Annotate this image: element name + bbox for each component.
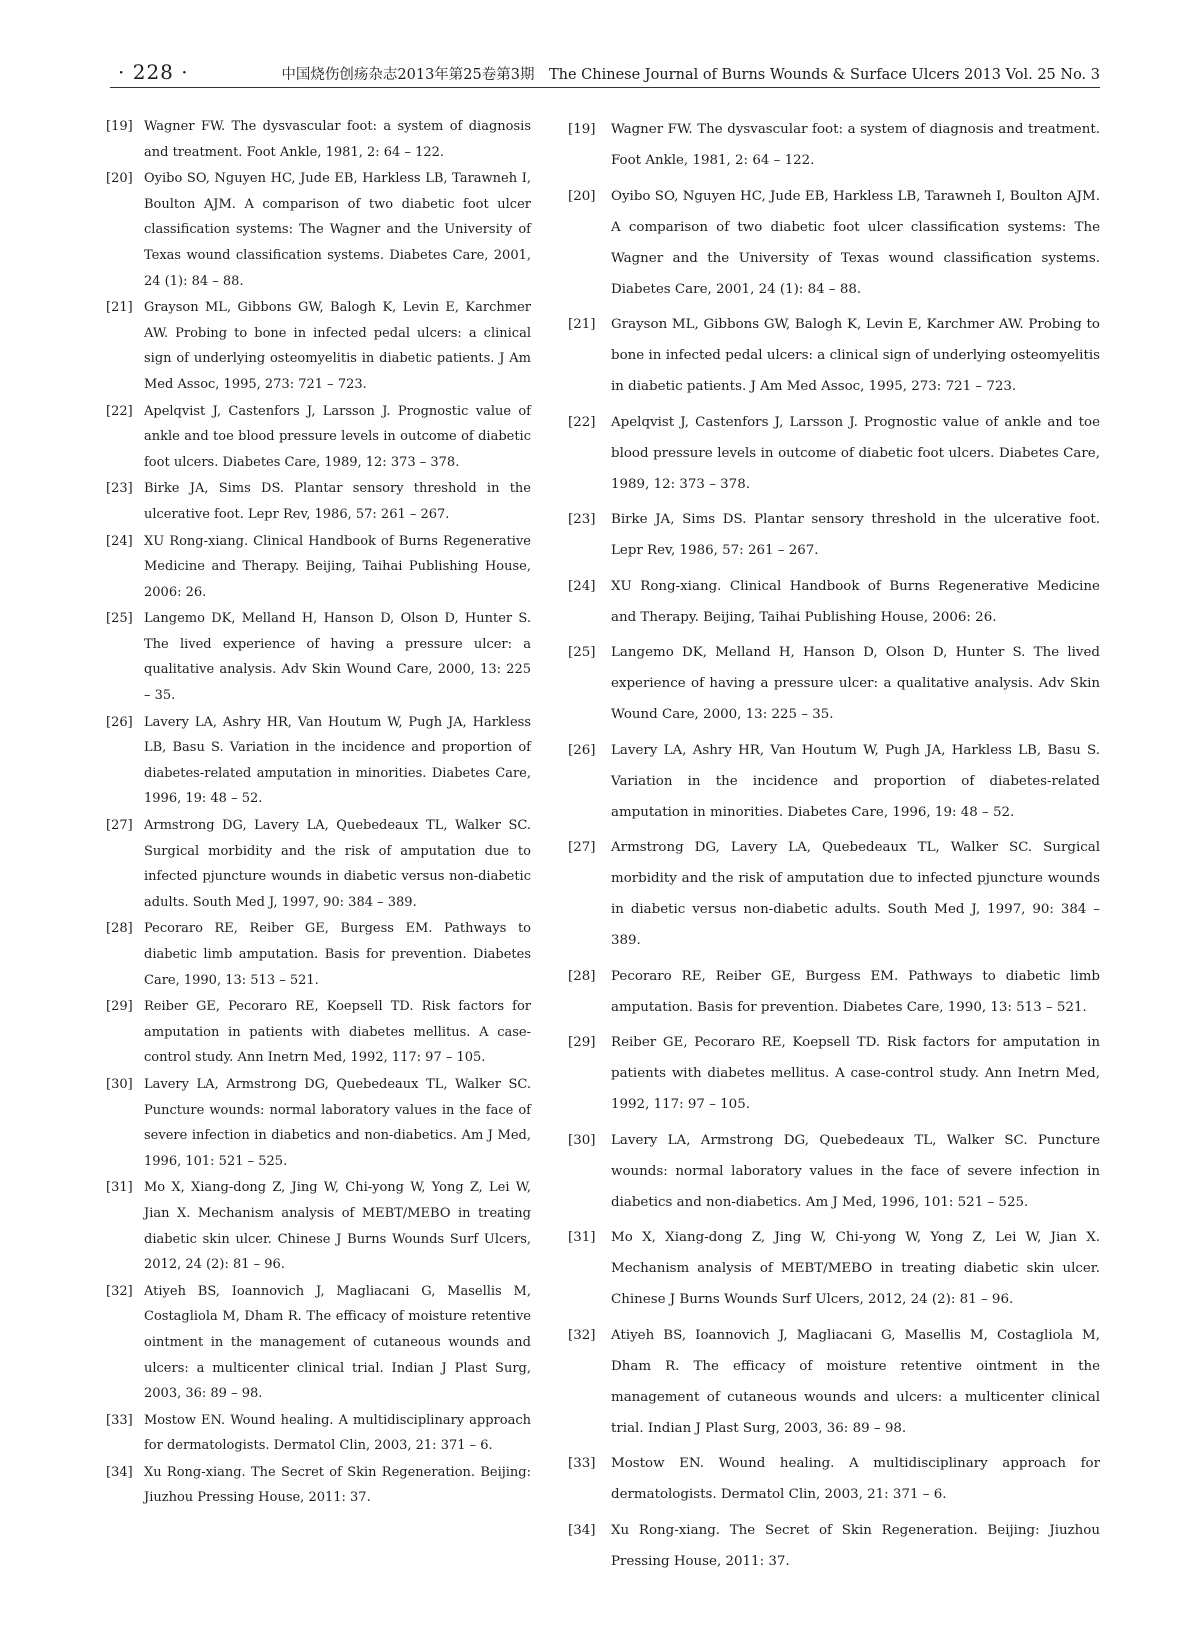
reference-text: Lavery LA, Ashry HR, Van Houtum W, Pugh JA, Harkless LB, Basu S. Variation in the incidence and proportion of diabetes-related amputation in minorities. Diabetes Care, 1996, 19: 48 – 52.	[144, 714, 531, 807]
references-left-column	[106, 114, 531, 1512]
reference-number: [26]	[106, 714, 133, 730]
reference-item	[106, 1408, 531, 1459]
reference-text: Reiber GE, Pecoraro RE, Koepsell TD. Risk factors for amputation in patients with diabetes mellitus. A case-control study. Ann Inetrn Med, 1992, 117: 97 – 105.	[611, 1035, 1100, 1112]
reference-number: [24]	[106, 533, 133, 549]
reference-text: Birke JA, Sims DS. Plantar sensory threshold in the ulcerative foot. Lepr Rev, 1986, 57: 261 – 267.	[144, 481, 531, 522]
reference-text: Langemo DK, Melland H, Hanson D, Olson D, Hunter S. The lived experience of having a pressure ulcer: a qualitative analysis. Adv Skin Wound Care, 2000, 13: 225 – 35.	[144, 611, 531, 704]
reference-number: [33]	[106, 1412, 133, 1428]
reference-item	[106, 295, 531, 397]
reference-text: Oyibo SO, Nguyen HC, Jude EB, Harkless LB, Tarawneh I, Boulton AJM. A comparison of two diabetic foot ulcer classification systems: The Wagner and the University of Texas wound classification systems. Diabetes Care, 2001, 24 (1): 84 – 88.	[144, 171, 531, 289]
reference-text: Birke JA, Sims DS. Plantar sensory threshold in the ulcerative foot. Lepr Rev, 1986, 57: 261 – 267.	[611, 512, 1100, 558]
reference-item	[568, 1515, 1100, 1577]
reference-item	[568, 832, 1100, 956]
journal-running-title: 中国烧伤创疡杂志2013年第25卷第3期 The Chinese Journal of Burns Wounds & Surface Ulcers 2013 Vol. 25 No. 3	[281, 67, 1100, 83]
reference-item	[568, 1027, 1100, 1120]
reference-text: Apelqvist J, Castenfors J, Larsson J. Prognostic value of ankle and toe blood pressure levels in outcome of diabetic foot ulcers. Diabetes Care, 1989, 12: 373 – 378.	[144, 403, 531, 470]
reference-item	[568, 961, 1100, 1023]
reference-number: [32]	[106, 1283, 133, 1299]
reference-item	[568, 309, 1100, 402]
reference-number: [19]	[568, 122, 596, 137]
reference-number: [22]	[568, 414, 596, 430]
reference-text: Mostow EN. Wound healing. A multidisciplinary approach for dermatologists. Dermatol Clin, 2003, 21: 371 – 6.	[611, 1456, 1100, 1502]
reference-text: Apelqvist J, Castenfors J, Larsson J. Prognostic value of ankle and toe blood pressure levels in outcome of diabetic foot ulcers. Diabetes Care, 1989, 12: 373 – 378.	[611, 414, 1100, 492]
reference-number: [25]	[106, 611, 133, 627]
reference-text: Mostow EN. Wound healing. A multidisciplinary approach for dermatologists. Dermatol Clin, 2003, 21: 371 – 6.	[144, 1412, 531, 1454]
reference-item	[106, 1460, 531, 1511]
reference-number: [31]	[568, 1230, 596, 1245]
reference-text: Langemo DK, Melland H, Hanson D, Olson D, Hunter S. The lived experience of having a pressure ulcer: a qualitative analysis. Adv Skin Wound Care, 2000, 13: 225 – 35.	[611, 645, 1100, 722]
reference-item	[568, 504, 1100, 566]
reference-item	[106, 813, 531, 915]
reference-item	[568, 114, 1100, 176]
reference-item	[106, 606, 531, 708]
reference-number: [30]	[568, 1132, 596, 1148]
reference-number: [29]	[106, 999, 133, 1015]
reference-number: [20]	[106, 171, 133, 187]
reference-number: [30]	[106, 1076, 133, 1092]
reference-number: [29]	[568, 1035, 596, 1050]
reference-number: [27]	[106, 818, 133, 834]
reference-text: Lavery LA, Armstrong DG, Quebedeaux TL, Walker SC. Puncture wounds: normal laboratory values in the face of severe infection in diabetics and non-diabetics. Am J Med, 1996, 101: 521 – 525.	[611, 1132, 1100, 1210]
reference-item	[106, 476, 531, 527]
reference-text: Reiber GE, Pecoraro RE, Koepsell TD. Risk factors for amputation in patients with diabetes mellitus. A case-control study. Ann Inetrn Med, 1992, 117: 97 – 105.	[144, 999, 531, 1066]
reference-text: Wagner FW. The dysvascular foot: a system of diagnosis and treatment. Foot Ankle, 1981, 2: 64 – 122.	[611, 122, 1100, 168]
reference-number: [24]	[568, 578, 596, 594]
reference-item	[568, 1222, 1100, 1315]
reference-text: Wagner FW. The dysvascular foot: a system of diagnosis and treatment. Foot Ankle, 1981, 2: 64 – 122.	[144, 119, 531, 160]
reference-text: XU Rong-xiang. Clinical Handbook of Burns Regenerative Medicine and Therapy. Beijing, Taihai Publishing House, 2006: 26.	[611, 578, 1100, 625]
reference-number: [28]	[106, 921, 133, 937]
reference-number: [31]	[106, 1180, 133, 1196]
reference-text: Grayson ML, Gibbons GW, Balogh K, Levin E, Karchmer AW. Probing to bone in infected pedal ulcers: a clinical sign of underlying osteomyelitis in diabetic patients. J Am Med Assoc, 1995, 273: 721 – 723.	[144, 300, 531, 392]
reference-item	[568, 407, 1100, 500]
reference-item	[106, 1279, 531, 1407]
reference-number: [23]	[106, 481, 133, 497]
reference-number: [33]	[568, 1456, 596, 1471]
reference-item	[106, 166, 531, 294]
reference-text: Lavery LA, Armstrong DG, Quebedeaux TL, Walker SC. Puncture wounds: normal laboratory values in the face of severe infection in diabetics and non-diabetics. Am J Med, 1996, 101: 521 – 525.	[144, 1076, 531, 1169]
reference-text: Armstrong DG, Lavery LA, Quebedeaux TL, Walker SC. Surgical morbidity and the risk of amputation due to infected pjuncture wounds in diabetic versus non-diabetic adults. South Med J, 1997, 90: 384 – 389.	[611, 840, 1100, 948]
reference-number: [23]	[568, 512, 596, 527]
reference-number: [28]	[568, 968, 596, 984]
reference-number: [32]	[568, 1327, 596, 1343]
reference-text: Mo X, Xiang-dong Z, Jing W, Chi-yong W, Yong Z, Lei W, Jian X. Mechanism analysis of MEBT/MEBO in treating diabetic skin ulcer. Chinese J Burns Wounds Surf Ulcers, 2012, 24 (2): 81 – 96.	[144, 1180, 531, 1273]
header-rule	[110, 87, 1100, 88]
reference-number: [22]	[106, 403, 133, 419]
reference-number: [26]	[568, 742, 596, 758]
reference-text: Grayson ML, Gibbons GW, Balogh K, Levin E, Karchmer AW. Probing to bone in infected pedal ulcers: a clinical sign of underlying osteomyelitis in diabetic patients. J Am Med Assoc, 1995, 273: 721 – 723.	[611, 317, 1100, 394]
reference-item	[106, 399, 531, 476]
reference-text: Mo X, Xiang-dong Z, Jing W, Chi-yong W, Yong Z, Lei W, Jian X. Mechanism analysis of MEBT/MEBO in treating diabetic skin ulcer. Chinese J Burns Wounds Surf Ulcers, 2012, 24 (2): 81 – 96.	[611, 1230, 1100, 1307]
reference-item	[106, 1175, 531, 1277]
reference-item	[568, 571, 1100, 633]
reference-text: Atiyeh BS, Ioannovich J, Magliacani G, Masellis M, Costagliola M, Dham R. The efficacy of moisture retentive ointment in the management of cutaneous wounds and ulcers: a multicenter clinical trial. Indian J Plast Surg, 2003, 36: 89 – 98.	[144, 1283, 531, 1402]
reference-text: Oyibo SO, Nguyen HC, Jude EB, Harkless LB, Tarawneh I, Boulton AJM. A comparison of two diabetic foot ulcer classification systems: The Wagner and the University of Texas wound classification systems. Diabetes Care, 2001, 24 (1): 84 – 88.	[611, 188, 1100, 297]
reference-number: [34]	[106, 1464, 133, 1480]
reference-item	[106, 114, 531, 165]
page-header	[110, 60, 1100, 96]
reference-item	[106, 529, 531, 606]
reference-item	[106, 994, 531, 1071]
reference-number: [27]	[568, 840, 596, 855]
reference-text: Pecoraro RE, Reiber GE, Burgess EM. Pathways to diabetic limb amputation. Basis for prevention. Diabetes Care, 1990, 13: 513 – 521.	[611, 968, 1100, 1015]
reference-text: Atiyeh BS, Ioannovich J, Magliacani G, Masellis M, Costagliola M, Dham R. The efficacy of moisture retentive ointment in the management of cutaneous wounds and ulcers: a multicenter clinical trial. Indian J Plast Surg, 2003, 36: 89 – 98.	[611, 1327, 1100, 1436]
reference-item	[568, 181, 1100, 305]
reference-number: [19]	[106, 119, 133, 134]
reference-number: [21]	[106, 300, 133, 316]
reference-text: Xu Rong-xiang. The Secret of Skin Regeneration. Beijing: Jiuzhou Pressing House, 2011: 37.	[144, 1464, 531, 1506]
reference-text: Xu Rong-xiang. The Secret of Skin Regeneration. Beijing: Jiuzhou Pressing House, 2011: 37.	[611, 1522, 1100, 1569]
reference-text: Lavery LA, Ashry HR, Van Houtum W, Pugh JA, Harkless LB, Basu S. Variation in the incidence and proportion of diabetes-related amputation in minorities. Diabetes Care, 1996, 19: 48 – 52.	[611, 742, 1100, 820]
reference-number: [20]	[568, 188, 596, 204]
reference-item	[106, 710, 531, 812]
reference-item	[568, 1125, 1100, 1218]
reference-item	[106, 916, 531, 993]
reference-text: XU Rong-xiang. Clinical Handbook of Burns Regenerative Medicine and Therapy. Beijing, Taihai Publishing House, 2006: 26.	[144, 533, 531, 600]
reference-item	[568, 1320, 1100, 1444]
reference-number: [25]	[568, 645, 596, 660]
reference-item	[568, 1448, 1100, 1510]
reference-item	[568, 735, 1100, 828]
page-number: · 228 ·	[118, 60, 189, 84]
reference-item	[106, 1072, 531, 1174]
reference-number: [21]	[568, 317, 596, 332]
reference-number: [34]	[568, 1522, 596, 1538]
reference-text: Armstrong DG, Lavery LA, Quebedeaux TL, Walker SC. Surgical morbidity and the risk of amputation due to infected pjuncture wounds in diabetic versus non-diabetic adults. South Med J, 1997, 90: 384 – 389.	[144, 818, 531, 910]
references-right-column	[568, 114, 1100, 1581]
reference-text: Pecoraro RE, Reiber GE, Burgess EM. Pathways to diabetic limb amputation. Basis for prevention. Diabetes Care, 1990, 13: 513 – 521.	[144, 921, 531, 988]
reference-item	[568, 637, 1100, 730]
